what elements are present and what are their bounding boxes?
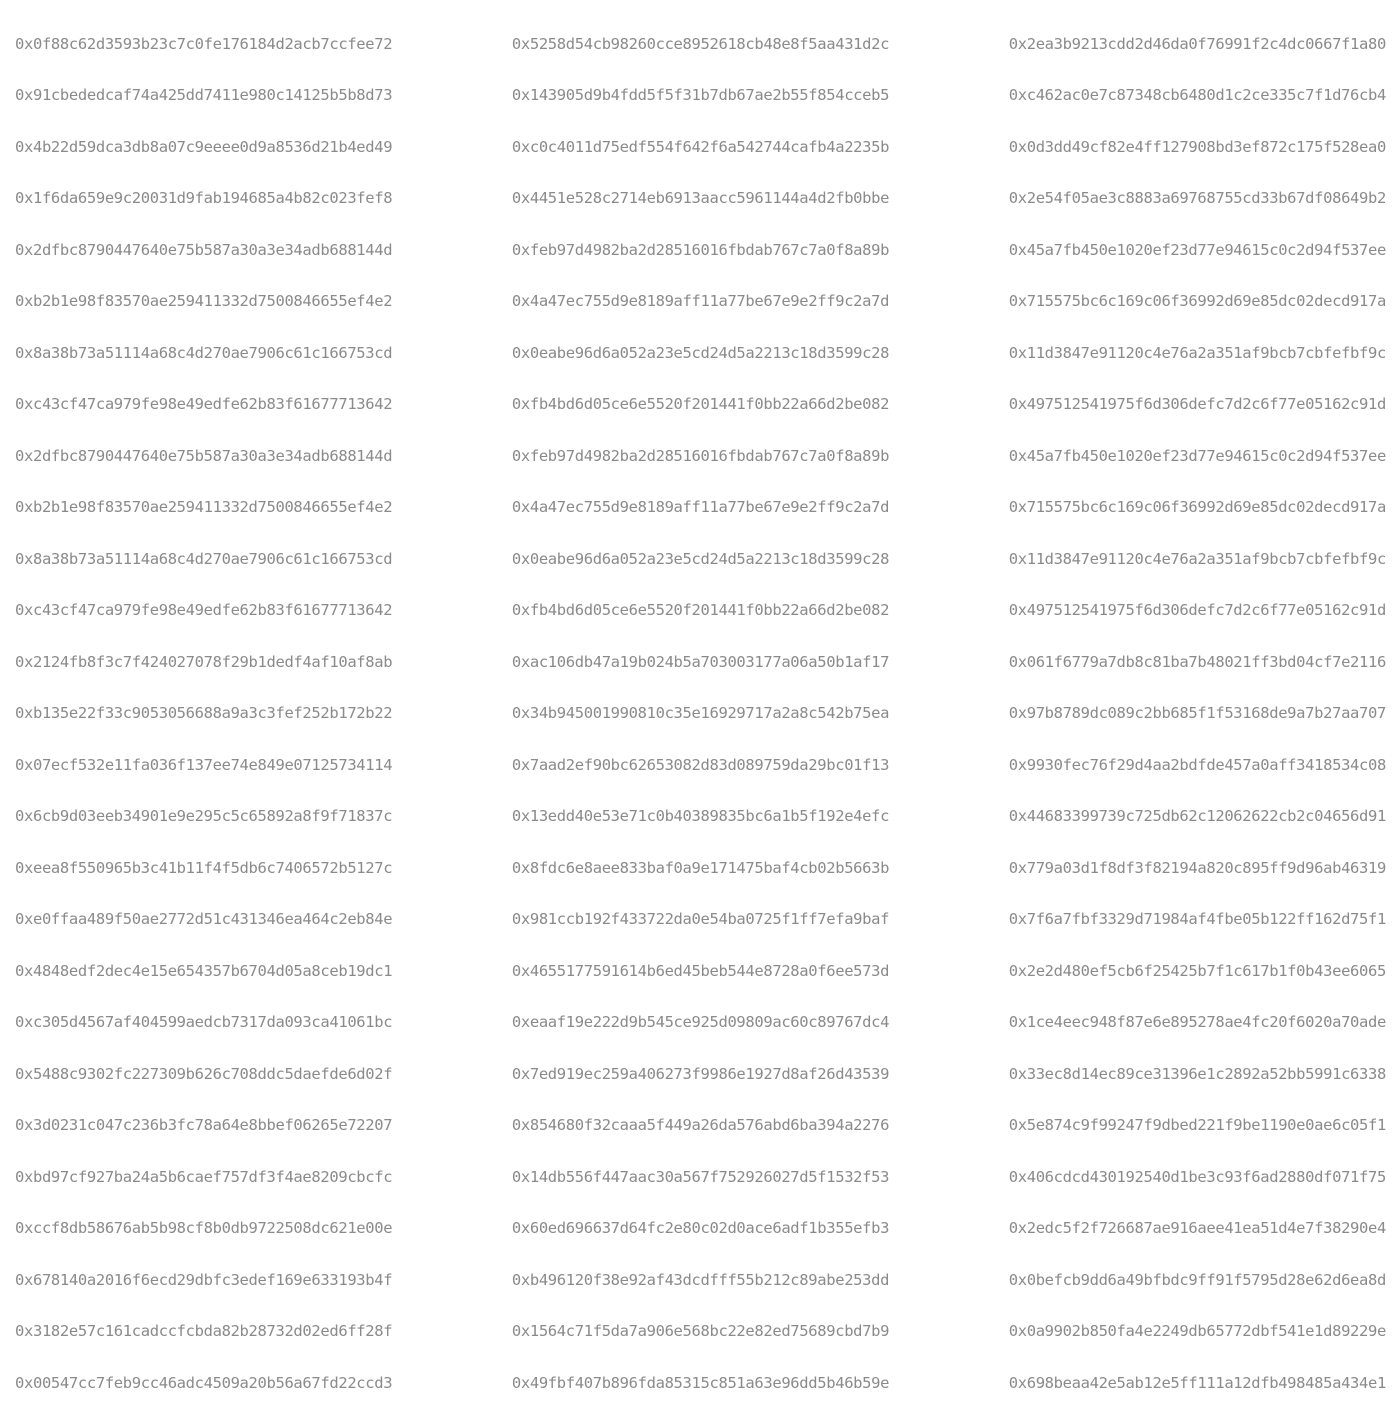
hash-address: 0xc0c4011d75edf554f642f6a542744cafb4a2235b (511, 137, 890, 156)
hash-address: 0x7aad2ef90bc62653082d83d089759da29bc01f13 (511, 755, 890, 774)
hash-address: 0x981ccb192f433722da0e54ba0725f1ff7efa9baf (511, 910, 890, 929)
hash-address: 0x0befcb9dd6a49bfbdc9ff91f5795d28e62d6ea8d (1008, 1270, 1386, 1289)
hash-address: 0xb496120f38e92af43dcdfff55b212c89abe253dd (511, 1270, 890, 1289)
hash-address: 0x14db556f447aac30a567f752926027d5f1532f53 (511, 1167, 890, 1186)
hash-address: 0x8fdc6e8aee833baf0a9e171475baf4cb02b5663b (511, 858, 890, 877)
hash-row (15, 1151, 1386, 1203)
hash-address: 0x4848edf2dec4e15e654357b6704d05a8ceb19dc1 (15, 961, 393, 980)
hash-address: 0x4655177591614b6ed45beb544e8728a0f6ee573d (511, 961, 890, 980)
hash-row (15, 173, 1386, 225)
hash-address: 0xc305d4567af404599aedcb7317da093ca41061bc (15, 1013, 393, 1032)
hash-row (15, 276, 1386, 328)
hash-address: 0xeaaf19e222d9b545ce925d09809ac60c89767dc4 (511, 1013, 890, 1032)
hash-address: 0xfb4bd6d05ce6e5520f201441f0bb22a66d2be082 (511, 601, 890, 620)
hash-row (15, 533, 1386, 585)
hash-address: 0x45a7fb450e1020ef23d77e94615c0c2d94f537ee (1008, 446, 1386, 465)
hash-address: 0xfb4bd6d05ce6e5520f201441f0bb22a66d2be082 (511, 395, 890, 414)
hash-row (15, 379, 1386, 431)
hash-address: 0x4451e528c2714eb6913aacc5961144a4d2fb0bbe (511, 189, 890, 208)
hash-address: 0x061f6779a7db8c81ba7b48021ff3bd04cf7e2116 (1008, 652, 1386, 671)
hash-row (15, 1100, 1386, 1152)
hash-address: 0xb2b1e98f83570ae259411332d7500846655ef4e2 (15, 498, 393, 517)
hash-row (15, 224, 1386, 276)
hash-row (15, 327, 1386, 379)
hash-row (15, 430, 1386, 482)
hash-address: 0x4b22d59dca3db8a07c9eeee0d9a8536d21b4ed49 (15, 137, 393, 156)
hash-address: 0x7f6a7fbf3329d71984af4fbe05b122ff162d75f1 (1008, 910, 1386, 929)
hash-address: 0x2e2d480ef5cb6f25425b7f1c617b1f0b43ee6065 (1008, 961, 1386, 980)
hash-address: 0x11d3847e91120c4e76a2a351af9bcb7cbfefbf9c (1008, 343, 1386, 362)
hash-row (15, 18, 1386, 70)
hash-address: 0x2ea3b9213cdd2d46da0f76991f2c4dc0667f1a80 (1008, 34, 1386, 53)
hash-address: 0x0a9902b850fa4e2249db65772dbf541e1d89229e (1008, 1322, 1386, 1341)
hash-address: 0x6cb9d03eeb34901e9e295c5c65892a8f9f71837c (15, 807, 393, 826)
hash-row (15, 636, 1386, 688)
hash-address: 0x44683399739c725db62c12062622cb2c04656d91 (1008, 807, 1386, 826)
hash-address: 0x143905d9b4fdd5f5f31b7db67ae2b55f854cceb5 (511, 86, 890, 105)
hash-address: 0xfeb97d4982ba2d28516016fbdab767c7a0f8a89b (511, 446, 890, 465)
hash-row (15, 1048, 1386, 1100)
hash-row (15, 688, 1386, 740)
hash-address: 0x0eabe96d6a052a23e5cd24d5a2213c18d3599c28 (511, 343, 890, 362)
hash-row (15, 482, 1386, 534)
hash-address: 0xe0ffaa489f50ae2772d51c431346ea464c2eb84e (15, 910, 393, 929)
hash-address: 0x497512541975f6d306defc7d2c6f77e05162c91d (1008, 395, 1386, 414)
hash-address: 0xb135e22f33c9053056688a9a3c3fef252b172b22 (15, 704, 393, 723)
hash-address: 0x49fbf407b896fda85315c851a63e96dd5b46b59e (511, 1373, 890, 1392)
hash-address: 0x1564c71f5da7a906e568bc22e82ed75689cbd7b9 (511, 1322, 890, 1341)
hash-address: 0x779a03d1f8df3f82194a820c895ff9d96ab46319 (1008, 858, 1386, 877)
hash-address: 0xc43cf47ca979fe98e49edfe62b83f61677713642 (15, 395, 393, 414)
hash-address: 0x34b945001990810c35e16929717a2a8c542b75ea (511, 704, 890, 723)
hash-row (15, 842, 1386, 894)
hash-address: 0xeea8f550965b3c41b11f4f5db6c7406572b5127c (15, 858, 393, 877)
hash-address: 0x3182e57c161cadccfcbda82b28732d02ed6ff28f (15, 1322, 393, 1341)
hash-address: 0x5258d54cb98260cce8952618cb48e8f5aa431d2c (511, 34, 890, 53)
hash-address: 0x33ec8d14ec89ce31396e1c2892a52bb5991c6338 (1008, 1064, 1386, 1083)
hash-address: 0x0f88c62d3593b23c7c0fe176184d2acb7ccfee72 (15, 34, 393, 53)
hash-address: 0x0d3dd49cf82e4ff127908bd3ef872c175f528ea0 (1008, 137, 1386, 156)
hash-address: 0xc43cf47ca979fe98e49edfe62b83f61677713642 (15, 601, 393, 620)
hash-address: 0x1ce4eec948f87e6e895278ae4fc20f6020a70ade (1008, 1013, 1386, 1032)
hash-address: 0xfeb97d4982ba2d28516016fbdab767c7a0f8a89b (511, 240, 890, 259)
hash-address: 0x97b8789dc089c2bb685f1f53168de9a7b27aa707 (1008, 704, 1386, 723)
hash-address: 0xbd97cf927ba24a5b6caef757df3f4ae8209cbcfc (15, 1167, 393, 1186)
hash-address: 0x00547cc7feb9cc46adc4509a20b56a67fd22ccd3 (15, 1373, 393, 1392)
hash-row (15, 1306, 1386, 1358)
hash-address: 0x715575bc6c169c06f36992d69e85dc02decd917a (1008, 292, 1386, 311)
hash-address: 0x497512541975f6d306defc7d2c6f77e05162c91d (1008, 601, 1386, 620)
hash-grid (15, 18, 1386, 1409)
hash-address: 0x1f6da659e9c20031d9fab194685a4b82c023fef8 (15, 189, 393, 208)
hash-address: 0x2dfbc8790447640e75b587a30a3e34adb688144d (15, 240, 393, 259)
hash-address: 0x07ecf532e11fa036f137ee74e849e07125734114 (15, 755, 393, 774)
hash-address: 0x2124fb8f3c7f424027078f29b1dedf4af10af8ab (15, 652, 393, 671)
hash-address: 0x698beaa42e5ab12e5ff111a12dfb498485a434e1 (1008, 1373, 1386, 1392)
hash-row (15, 739, 1386, 791)
hash-address: 0x406cdcd430192540d1be3c93f6ad2880df071f75 (1008, 1167, 1386, 1186)
hash-address: 0x8a38b73a51114a68c4d270ae7906c61c166753cd (15, 343, 393, 362)
hash-row (15, 894, 1386, 946)
hash-address: 0x2e54f05ae3c8883a69768755cd33b67df08649b2 (1008, 189, 1386, 208)
hash-address: 0x7ed919ec259a406273f9986e1927d8af26d43539 (511, 1064, 890, 1083)
hash-row (15, 585, 1386, 637)
hash-row (15, 791, 1386, 843)
hash-address: 0x678140a2016f6ecd29dbfc3edef169e633193b4f (15, 1270, 393, 1289)
hash-address: 0xac106db47a19b024b5a703003177a06a50b1af17 (511, 652, 890, 671)
hash-address: 0x3d0231c047c236b3fc78a64e8bbef06265e72207 (15, 1116, 393, 1135)
hash-address: 0x13edd40e53e71c0b40389835bc6a1b5f192e4efc (511, 807, 890, 826)
hash-address: 0xc462ac0e7c87348cb6480d1c2ce335c7f1d76cb4 (1008, 86, 1386, 105)
hash-address: 0x854680f32caaa5f449a26da576abd6ba394a2276 (511, 1116, 890, 1135)
hash-address: 0x0eabe96d6a052a23e5cd24d5a2213c18d3599c28 (511, 549, 890, 568)
hash-address: 0x5488c9302fc227309b626c708ddc5daefde6d02f (15, 1064, 393, 1083)
hash-address: 0x4a47ec755d9e8189aff11a77be67e9e2ff9c2a7d (511, 498, 890, 517)
hash-address: 0x8a38b73a51114a68c4d270ae7906c61c166753cd (15, 549, 393, 568)
hash-address: 0x45a7fb450e1020ef23d77e94615c0c2d94f537ee (1008, 240, 1386, 259)
hash-address: 0x5e874c9f99247f9dbed221f9be1190e0ae6c05f1 (1008, 1116, 1386, 1135)
hash-address: 0x9930fec76f29d4aa2bdfde457a0aff3418534c08 (1008, 755, 1386, 774)
hash-row (15, 1203, 1386, 1255)
hash-address: 0x91cbededcaf74a425dd7411e980c14125b5b8d73 (15, 86, 393, 105)
hash-row (15, 70, 1386, 122)
hash-address: 0xccf8db58676ab5b98cf8b0db9722508dc621e00e (15, 1219, 393, 1238)
hash-row (15, 945, 1386, 997)
hash-row (15, 121, 1386, 173)
hash-address: 0x11d3847e91120c4e76a2a351af9bcb7cbfefbf9c (1008, 549, 1386, 568)
hash-address: 0xb2b1e98f83570ae259411332d7500846655ef4e2 (15, 292, 393, 311)
hash-row (15, 1254, 1386, 1306)
hash-address: 0x60ed696637d64fc2e80c02d0ace6adf1b355efb3 (511, 1219, 890, 1238)
hash-row (15, 997, 1386, 1049)
hash-address: 0x2edc5f2f726687ae916aee41ea51d4e7f38290e4 (1008, 1219, 1386, 1238)
hash-address: 0x715575bc6c169c06f36992d69e85dc02decd917a (1008, 498, 1386, 517)
hash-address: 0x2dfbc8790447640e75b587a30a3e34adb688144d (15, 446, 393, 465)
hash-address: 0x4a47ec755d9e8189aff11a77be67e9e2ff9c2a7d (511, 292, 890, 311)
hash-row (15, 1357, 1386, 1409)
